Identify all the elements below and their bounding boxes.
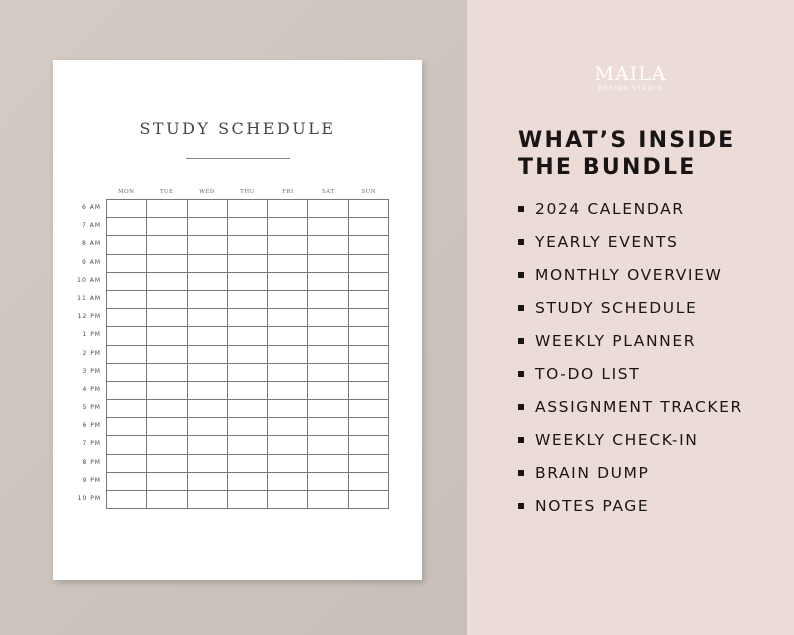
- schedule-row: [107, 400, 389, 418]
- schedule-cell: [147, 382, 187, 400]
- schedule-cell: [268, 473, 308, 491]
- day-headers: [106, 189, 389, 195]
- schedule-cell: [188, 418, 228, 436]
- schedule-cell: [147, 200, 187, 218]
- schedule-cell: [308, 346, 348, 364]
- schedule-row: [107, 255, 389, 273]
- schedule-cell: [268, 382, 308, 400]
- bundle-item: [518, 390, 743, 423]
- time-label: 6 AM: [81, 204, 101, 211]
- bundle-item-label: TO-DO LIST: [535, 364, 641, 383]
- schedule-cell: [308, 200, 348, 218]
- bundle-item-label: WEEKLY CHECK-IN: [535, 430, 699, 449]
- bundle-item-label: NOTES PAGE: [535, 496, 650, 515]
- schedule-cell: [349, 218, 389, 236]
- schedule-grid: [106, 199, 389, 509]
- schedule-cell: [349, 418, 389, 436]
- schedule-cell: [147, 309, 187, 327]
- schedule-cell: [308, 291, 348, 309]
- schedule-cell: [268, 309, 308, 327]
- schedule-cell: [147, 364, 187, 382]
- time-label: 1 PM: [82, 331, 101, 339]
- schedule-cell: [107, 418, 147, 436]
- schedule-cell: [107, 382, 147, 400]
- schedule-row: [107, 382, 389, 400]
- schedule-row: [107, 236, 389, 254]
- schedule-cell: [107, 491, 147, 509]
- bundle-item: [518, 489, 743, 522]
- schedule-cell: [228, 218, 268, 236]
- schedule-cell: [107, 400, 147, 418]
- schedule-cell: [188, 346, 228, 364]
- bullet-icon: [518, 272, 524, 278]
- schedule-row: [107, 218, 389, 236]
- time-label: 11 AM: [77, 294, 101, 302]
- schedule-cell: [107, 455, 147, 473]
- schedule-row: [107, 346, 389, 364]
- schedule-row: [107, 273, 389, 291]
- schedule-cell: [228, 255, 268, 273]
- schedule-cell: [147, 473, 187, 491]
- schedule-cell: [349, 200, 389, 218]
- bundle-item: [518, 258, 743, 291]
- schedule-cell: [188, 255, 228, 273]
- schedule-cell: [107, 346, 147, 364]
- schedule-cell: [107, 218, 147, 236]
- schedule-cell: [308, 418, 348, 436]
- schedule-cell: [147, 218, 187, 236]
- schedule-cell: [268, 236, 308, 254]
- schedule-cell: [228, 273, 268, 291]
- schedule-cell: [308, 218, 348, 236]
- day-header: MON: [117, 189, 135, 195]
- schedule-cell: [147, 418, 187, 436]
- bullet-icon: [518, 404, 524, 410]
- info-panel: [467, 0, 794, 635]
- schedule-cell: [188, 436, 228, 454]
- schedule-cell: [228, 309, 268, 327]
- schedule-cell: [308, 491, 348, 509]
- schedule-cell: [228, 364, 268, 382]
- schedule-cell: [349, 382, 389, 400]
- time-label: 7 PM: [82, 440, 101, 448]
- schedule-cell: [349, 255, 389, 273]
- bullet-icon: [518, 305, 524, 311]
- bundle-item-label: 2024 CALENDAR: [535, 199, 685, 218]
- schedule-cell: [268, 364, 308, 382]
- schedule-cell: [228, 455, 268, 473]
- schedule-cell: [228, 200, 268, 218]
- bundle-list: [518, 192, 743, 522]
- bullet-icon: [518, 437, 524, 443]
- schedule-cell: [349, 364, 389, 382]
- schedule-cell: [308, 309, 348, 327]
- schedule-cell: [147, 327, 187, 345]
- heading-line-2: THE BUNDLE: [518, 155, 697, 180]
- schedule-cell: [228, 473, 268, 491]
- schedule-cell: [349, 436, 389, 454]
- bundle-item: [518, 456, 743, 489]
- schedule-row: [107, 455, 389, 473]
- bundle-item: [518, 192, 743, 225]
- schedule-cell: [268, 436, 308, 454]
- schedule-cell: [147, 273, 187, 291]
- heading-line-1: WHAT’S INSIDE: [518, 128, 736, 153]
- schedule-cell: [349, 327, 389, 345]
- schedule-cell: [268, 327, 308, 345]
- schedule-cell: [308, 473, 348, 491]
- schedule-cell: [268, 455, 308, 473]
- bundle-item-label: MONTHLY OVERVIEW: [535, 265, 723, 284]
- bullet-icon: [518, 206, 524, 212]
- schedule-cell: [147, 346, 187, 364]
- time-label: 3 PM: [82, 367, 101, 375]
- schedule-cell: [268, 491, 308, 509]
- day-header: SUN: [361, 189, 377, 195]
- schedule-cell: [308, 382, 348, 400]
- schedule-cell: [107, 436, 147, 454]
- schedule-cell: [188, 327, 228, 345]
- bullet-icon: [518, 371, 524, 377]
- bullet-icon: [518, 338, 524, 344]
- schedule-cell: [107, 309, 147, 327]
- schedule-cell: [268, 400, 308, 418]
- bundle-item-label: STUDY SCHEDULE: [535, 298, 698, 317]
- schedule-cell: [188, 236, 228, 254]
- schedule-cell: [147, 491, 187, 509]
- schedule-cell: [308, 255, 348, 273]
- schedule-row: [107, 291, 389, 309]
- schedule-cell: [147, 255, 187, 273]
- schedule-cell: [228, 291, 268, 309]
- schedule-cell: [268, 418, 308, 436]
- schedule-cell: [308, 436, 348, 454]
- day-header: WED: [199, 189, 215, 195]
- time-label: 2 PM: [82, 349, 101, 357]
- time-label: 10 AM: [77, 276, 101, 284]
- schedule-cell: [188, 364, 228, 382]
- schedule-cell: [228, 327, 268, 345]
- brand-logo: [467, 64, 794, 92]
- schedule-row: [107, 436, 389, 454]
- schedule-cell: [268, 200, 308, 218]
- bundle-item: [518, 357, 743, 390]
- time-label: 5 PM: [82, 404, 101, 412]
- schedule-cell: [188, 455, 228, 473]
- planner-page: [53, 60, 422, 580]
- bundle-item: [518, 324, 743, 357]
- bundle-item-label: BRAIN DUMP: [535, 463, 650, 482]
- time-label: 6 PM: [82, 422, 101, 430]
- schedule-cell: [349, 346, 389, 364]
- bundle-item-label: YEARLY EVENTS: [535, 232, 679, 251]
- time-label: 8 AM: [81, 240, 101, 248]
- schedule-cell: [349, 400, 389, 418]
- schedule-cell: [188, 309, 228, 327]
- time-label: 12 PM: [77, 313, 101, 321]
- schedule-cell: [107, 200, 147, 218]
- schedule-cell: [228, 236, 268, 254]
- planner-title: STUDY SCHEDULE: [139, 119, 336, 138]
- schedule-cell: [188, 218, 228, 236]
- day-header: TUE: [159, 189, 174, 195]
- schedule-cell: [349, 473, 389, 491]
- schedule-cell: [268, 255, 308, 273]
- schedule-cell: [107, 255, 147, 273]
- schedule-cell: [107, 473, 147, 491]
- day-header: FRI: [282, 189, 294, 195]
- schedule-cell: [147, 236, 187, 254]
- schedule-cell: [107, 236, 147, 254]
- brand-tagline: DESIGN STUDIO: [598, 85, 663, 92]
- time-label: 4 PM: [82, 385, 101, 393]
- schedule-cell: [188, 400, 228, 418]
- schedule-cell: [308, 400, 348, 418]
- bundle-item: [518, 225, 743, 258]
- bullet-icon: [518, 470, 524, 476]
- schedule-cell: [107, 327, 147, 345]
- schedule-cell: [308, 273, 348, 291]
- schedule-cell: [268, 346, 308, 364]
- bundle-item-label: ASSIGNMENT TRACKER: [535, 397, 743, 416]
- schedule-cell: [188, 382, 228, 400]
- schedule-row: [107, 200, 389, 218]
- schedule-cell: [308, 364, 348, 382]
- time-label: 9 PM: [82, 476, 101, 484]
- time-label: 9 AM: [81, 258, 101, 266]
- schedule-row: [107, 364, 389, 382]
- bundle-item-label: WEEKLY PLANNER: [535, 331, 697, 350]
- schedule-cell: [349, 273, 389, 291]
- day-header: SAT: [322, 189, 335, 195]
- schedule-cell: [268, 291, 308, 309]
- schedule-cell: [349, 309, 389, 327]
- schedule-cell: [349, 236, 389, 254]
- schedule-cell: [268, 218, 308, 236]
- schedule-cell: [268, 273, 308, 291]
- schedule-cell: [228, 400, 268, 418]
- schedule-cell: [349, 455, 389, 473]
- bundle-heading: [518, 127, 735, 181]
- time-label: 8 PM: [82, 458, 101, 466]
- schedule-cell: [188, 491, 228, 509]
- schedule-cell: [107, 364, 147, 382]
- bundle-item: [518, 423, 743, 456]
- schedule-cell: [188, 291, 228, 309]
- schedule-row: [107, 473, 389, 491]
- brand-name: MAILA: [594, 63, 667, 85]
- schedule-cell: [308, 455, 348, 473]
- schedule-cell: [107, 273, 147, 291]
- schedule-row: [107, 418, 389, 436]
- title-divider: [186, 158, 290, 159]
- bundle-item: [518, 291, 743, 324]
- schedule-row: [107, 309, 389, 327]
- day-header: THU: [240, 189, 255, 195]
- time-label: 10 PM: [77, 495, 101, 502]
- time-label: 7 AM: [81, 222, 101, 230]
- schedule-cell: [147, 455, 187, 473]
- schedule-row: [107, 491, 389, 509]
- schedule-cell: [349, 491, 389, 509]
- schedule-cell: [308, 327, 348, 345]
- schedule-cell: [107, 291, 147, 309]
- schedule-cell: [188, 273, 228, 291]
- bullet-icon: [518, 239, 524, 245]
- schedule-cell: [147, 400, 187, 418]
- schedule-row: [107, 327, 389, 345]
- schedule-cell: [228, 491, 268, 509]
- schedule-cell: [188, 473, 228, 491]
- schedule-cell: [228, 418, 268, 436]
- schedule-cell: [228, 382, 268, 400]
- schedule-cell: [228, 436, 268, 454]
- schedule-cell: [147, 436, 187, 454]
- bullet-icon: [518, 503, 524, 509]
- schedule-cell: [228, 346, 268, 364]
- schedule-cell: [147, 291, 187, 309]
- schedule-cell: [349, 291, 389, 309]
- time-labels: [67, 199, 101, 508]
- schedule-cell: [188, 200, 228, 218]
- schedule-cell: [308, 236, 348, 254]
